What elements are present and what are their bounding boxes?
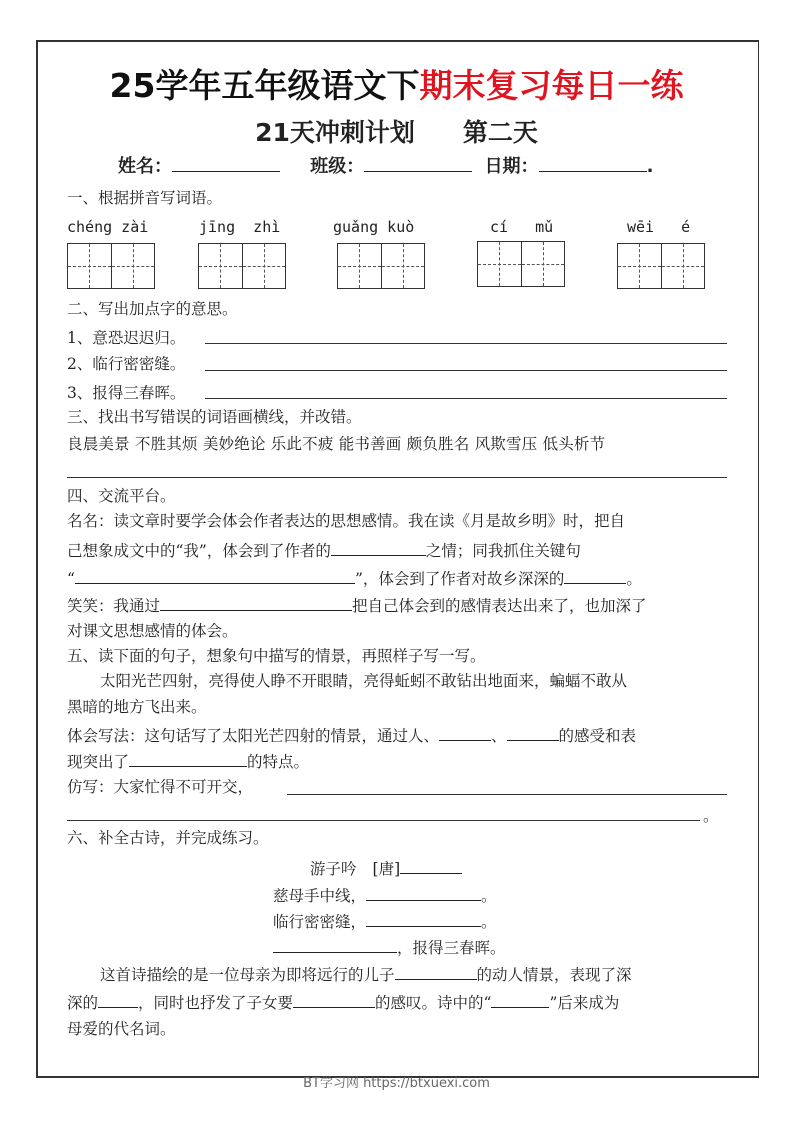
text: 己想象成文中的“我”，体会到了作者的: [67, 542, 331, 560]
poem-title: 游子吟: [310, 860, 357, 878]
author-blank[interactable]: [400, 857, 462, 874]
text: 的特点。: [247, 753, 310, 771]
student-info: [118, 152, 653, 178]
poem-dynasty: [唐]: [372, 860, 401, 878]
text: 体会写法：这句话写了太阳光芒四射的情景，通过人、: [67, 727, 440, 745]
blank[interactable]: [564, 567, 626, 584]
text: 。: [626, 570, 642, 588]
answer-line[interactable]: [205, 370, 727, 371]
item: 3、报得三春晖。: [67, 384, 186, 402]
date-label: 日期：: [484, 156, 539, 177]
blank[interactable]: [75, 567, 355, 584]
text: 现突出了: [67, 753, 130, 771]
text: 这首诗描绘的是一位母亲为即将远行的儿子: [100, 966, 395, 984]
text: 之情；同我抓住关键句: [425, 542, 581, 560]
answer-line[interactable]: [67, 820, 700, 821]
title-black: 25学年五年级语文下: [109, 66, 420, 105]
text: ”后来成为: [549, 994, 620, 1012]
text-line: 太阳光芒四射，亮得使人睁不开眼睛，亮得蚯蚓不敢钻出地面来，蝙蝠不敢从: [100, 672, 628, 690]
text: 、: [491, 727, 507, 745]
text: 。: [703, 807, 719, 825]
section-2-heading: 二、写出加点字的意思。: [67, 300, 238, 318]
name-label: 姓名：: [118, 156, 172, 177]
poem-line: 临行密密缝，: [273, 913, 367, 931]
blank[interactable]: [273, 936, 397, 953]
answer-line[interactable]: [67, 477, 727, 478]
section-4-heading: 四、交流平台。: [67, 487, 176, 505]
blank[interactable]: [293, 991, 375, 1008]
section-5-heading: 五、读下面的句子，想象句中描写的情景，再照样子写一写。: [67, 647, 486, 665]
text: 的动人情景，表现了深: [476, 966, 632, 984]
text: 的感叹。诗中的“: [375, 994, 492, 1012]
section-6-heading: 六、补全古诗，并完成练习。: [67, 829, 269, 847]
blank[interactable]: [129, 750, 247, 767]
poem-line: 慈母手中线，: [273, 887, 367, 905]
footer-watermark: BT学习网 https://btxuexi.com: [303, 1076, 490, 1091]
subtitle: [0, 113, 793, 149]
plan-label: 21天冲刺计划: [255, 118, 415, 147]
blank[interactable]: [331, 539, 426, 556]
blank[interactable]: [160, 594, 352, 611]
writing-grid[interactable]: [67, 243, 155, 289]
writing-grid[interactable]: [337, 243, 425, 289]
class-field[interactable]: [364, 155, 472, 172]
blank[interactable]: [98, 991, 138, 1008]
text: 把自己体会到的感情表达出来了，也加深了: [352, 597, 647, 615]
page-title: [0, 60, 793, 107]
text: 。: [481, 913, 497, 931]
writing-grid[interactable]: [477, 241, 565, 287]
text: 笑笑：我通过: [67, 597, 161, 615]
day-label: 第二天: [462, 118, 538, 147]
blank[interactable]: [366, 884, 481, 901]
pinyin: jīng zhì: [199, 218, 281, 236]
poem-line: ，报得三春晖。: [397, 939, 506, 957]
title-red: 期末复习每日一练: [419, 66, 684, 105]
class-label: 班级：: [310, 156, 365, 177]
text: “: [67, 570, 75, 588]
text: ，同时也抒发了子女要: [138, 994, 294, 1012]
answer-line[interactable]: [205, 343, 727, 344]
pinyin: wēi é: [627, 218, 691, 236]
writing-grid[interactable]: [617, 243, 705, 289]
text: 深的: [67, 994, 99, 1012]
pinyin: guǎng kuò: [333, 218, 415, 236]
text-line: 母爱的代名词。: [67, 1020, 176, 1038]
pinyin: cí mǔ: [490, 218, 554, 236]
text: ”，体会到了作者对故乡深深的: [354, 570, 565, 588]
blank[interactable]: [366, 910, 481, 927]
text-line: 对课文思想感情的体会。: [67, 622, 238, 640]
text-line: 黑暗的地方飞出来。: [67, 698, 207, 716]
word-list: 良晨美景 不胜其烦 美妙绝论 乐此不疲 能书善画 颇负胜名 风欺雪压 低头析节: [67, 435, 606, 453]
answer-line[interactable]: [287, 794, 727, 795]
text: 。: [481, 887, 497, 905]
text: 的感受和表: [558, 727, 637, 745]
date-field[interactable]: [539, 155, 647, 172]
answer-line[interactable]: [205, 398, 727, 399]
section-1-heading: 一、根据拼音写词语。: [67, 189, 223, 207]
blank[interactable]: [439, 724, 491, 741]
name-field[interactable]: [172, 155, 280, 172]
section-3-heading: 三、找出书写错误的词语画横线，并改错。: [67, 408, 362, 426]
end-dot: .: [646, 156, 654, 177]
writing-grid[interactable]: [198, 243, 286, 289]
blank[interactable]: [491, 991, 549, 1008]
pinyin: chéng zài: [67, 218, 149, 236]
text-line: 名名：读文章时要学会体会作者表达的思想感情。我在读《月是故乡明》时，把自: [67, 512, 626, 530]
item: 1、意恐迟迟归。: [67, 329, 186, 347]
item: 2、临行密密缝。: [67, 355, 186, 373]
blank[interactable]: [507, 724, 559, 741]
text-line: 仿写：大家忙得不可开交，: [67, 778, 254, 796]
blank[interactable]: [395, 963, 477, 980]
